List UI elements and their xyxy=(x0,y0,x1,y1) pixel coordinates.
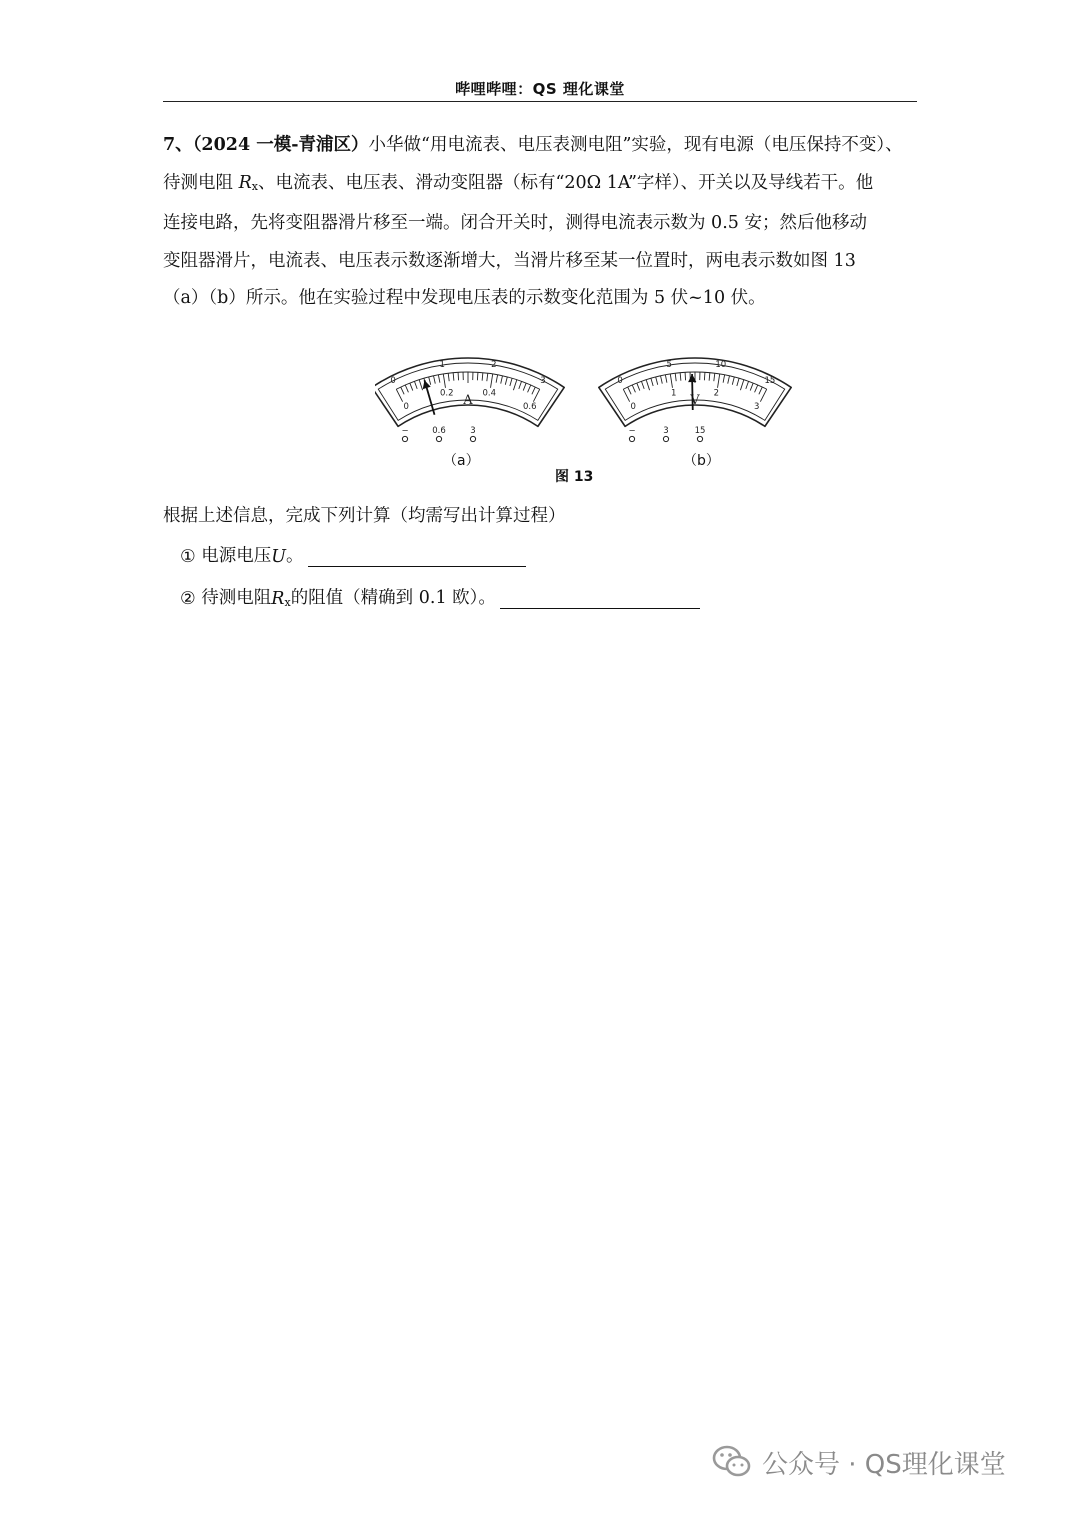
answer-blank-1[interactable] xyxy=(308,546,526,567)
voltmeter-upper-label: 15 xyxy=(764,375,776,386)
question-2 xyxy=(180,584,700,609)
meters-drawing xyxy=(375,340,795,465)
ammeter-unit-symbol: A xyxy=(463,393,473,408)
problem-line-2 xyxy=(163,165,923,206)
ammeter-terminal-label: 3 xyxy=(470,426,476,436)
question-1-text: 电源电压 xyxy=(201,546,272,566)
ammeter-lower-label: 0 xyxy=(403,401,409,412)
voltmeter-terminal xyxy=(629,436,634,441)
problem-line-1 xyxy=(163,127,923,165)
watermark xyxy=(712,1440,1006,1484)
problem-number: 7、 xyxy=(163,135,193,155)
ammeter-terminal xyxy=(470,436,475,441)
ammeter-tick xyxy=(458,372,459,380)
var-r: R xyxy=(238,172,252,193)
ammeter-upper-label: 3 xyxy=(540,375,546,386)
question-1-mark: ① xyxy=(180,547,196,567)
ammeter-meter xyxy=(375,358,564,442)
voltmeter-lower-label: 2 xyxy=(713,388,719,399)
ammeter-terminal-label: 0.6 xyxy=(432,426,446,436)
voltmeter-upper-label: 10 xyxy=(715,360,727,371)
voltmeter-lower-label: 3 xyxy=(754,401,760,412)
question-1-end: 。 xyxy=(286,546,304,566)
problem-line-1-text: 小华做“用电流表、电压表测电阻”实验，现有电源（电压保持不变）、 xyxy=(368,135,903,155)
question-2-mark: ② xyxy=(180,589,196,609)
instructions: 根据上述信息，完成下列计算（均需写出计算过程） xyxy=(163,506,566,526)
problem-statement xyxy=(163,127,923,318)
question-1-var: U xyxy=(271,547,287,567)
voltmeter-terminal xyxy=(697,436,702,441)
ammeter-terminal-label: − xyxy=(401,426,409,436)
page-header: 哔哩哔哩：QS 理化课堂 xyxy=(455,80,625,98)
wechat-icon xyxy=(712,1444,752,1480)
problem-source: （2024 一模-青浦区） xyxy=(192,135,369,155)
question-2-var: R xyxy=(271,589,285,609)
problem-line-5: （a）（b）所示。他在实验过程中发现电压表的示数变化范围为 5 伏~10 伏。 xyxy=(163,288,766,308)
ammeter-lower-label: 0.2 xyxy=(439,388,454,399)
voltmeter-tick xyxy=(685,372,686,380)
ammeter-upper-label: 1 xyxy=(439,360,445,371)
caption-a: （a） xyxy=(443,453,480,469)
question-1 xyxy=(180,542,526,567)
problem-line-2a: 待测电阻 xyxy=(163,172,239,193)
figure-13 xyxy=(375,340,795,490)
ammeter-tick xyxy=(477,372,478,380)
voltmeter-terminal xyxy=(663,436,668,441)
voltmeter-unit-symbol: V xyxy=(690,393,700,408)
voltmeter-upper-label: 0 xyxy=(617,375,623,386)
voltmeter-terminal-label: − xyxy=(628,426,636,436)
question-2-text: 待测电阻 xyxy=(201,588,272,608)
caption-b: （b） xyxy=(683,453,720,469)
voltmeter-lower-label: 0 xyxy=(630,401,636,412)
watermark-text: 公众号 · QS理化课堂 xyxy=(762,1449,1006,1480)
voltmeter-upper-label: 5 xyxy=(666,360,672,371)
question-2-sub: x xyxy=(284,596,291,609)
header-rule xyxy=(163,101,917,102)
ammeter-lower-label: 0.6 xyxy=(522,401,537,412)
problem-line-2b: 、电流表、电压表、滑动变阻器（标有“20Ω 1A”字样）、开关以及导线若干。他 xyxy=(257,172,874,193)
ammeter-lower-label: 0.4 xyxy=(482,388,497,399)
voltmeter-lower-label: 1 xyxy=(671,388,677,399)
voltmeter-tick xyxy=(704,372,705,380)
ammeter-terminal xyxy=(402,436,407,441)
voltmeter-meter xyxy=(599,358,791,442)
ammeter-upper-label: 2 xyxy=(491,360,497,371)
ammeter-terminal xyxy=(436,436,441,441)
voltmeter-terminal-label: 3 xyxy=(663,426,669,436)
voltmeter-terminal-label: 15 xyxy=(694,426,706,436)
answer-blank-2[interactable] xyxy=(500,588,700,609)
var-r-sub: x xyxy=(251,179,258,193)
problem-line-3: 连接电路，先将变阻器滑片移至一端。闭合开关时，测得电流表示数为 0.5 安；然后他移动 xyxy=(163,213,867,233)
figure-title: 图 13 xyxy=(555,469,594,485)
problem-line-4: 变阻器滑片，电流表、电压表示数逐渐增大，当滑片移至某一位置时，两电表示数如图 13 xyxy=(163,250,856,271)
question-2-end: 的阻值（精确到 0.1 欧）。 xyxy=(290,588,496,608)
ammeter-upper-label: 0 xyxy=(390,375,396,386)
